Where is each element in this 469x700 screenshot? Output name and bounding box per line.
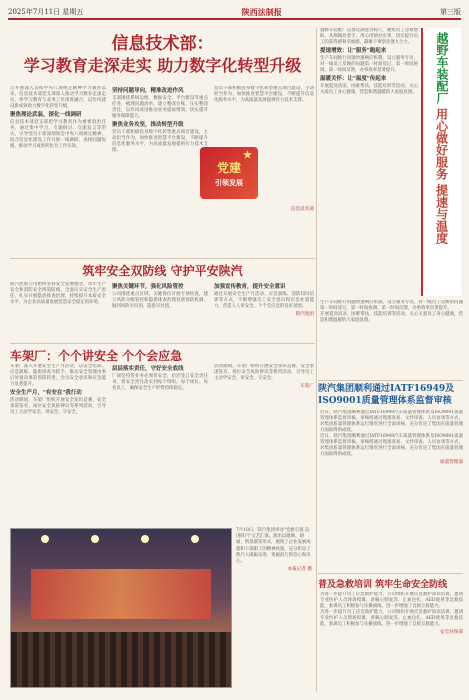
article1-col1 [10,86,106,254]
photo-caption-box [236,528,312,688]
article4-sub1: 提速增效：让"服务"跑起来 [320,48,387,54]
photo-audience [11,632,231,687]
sidebar-title-c: 提速与温度 [434,184,449,244]
edition-label: 第三版 [440,8,461,16]
article3-body2: 厂部坚持管业务必须管安全，层层签订安全责任书，将安全责任落实到每个班组、每个岗位、每名员工，确保安全生产形势持续稳定。 [112,374,208,391]
article1-col3 [214,86,314,146]
article5-body-cont: 近日，陕汽集团顺利通过IATF16949汽车质量管理体系及ISO9001质量管理体系监督审核。审核组通过现场查看、文件审查、人员访谈等方式，对集团质量管理体系运行情况进行全面审核，充分肯定了集团在质量管理方面取得的成效。 [320,434,463,457]
issue-date: 2025年7月11日 星期五 [8,8,84,16]
article2-col2 [112,282,208,342]
article3-col3 [214,364,314,524]
article4-sub2: 温暖关怀：让"温度"传起来 [320,76,387,82]
stage-light [191,535,199,543]
article1-body1: 信息技术部党支部把学习教育作为重要政治任务，通过集中学习、专题研讨、交流发言等形式，引导党员干部深刻领会中央八项规定精神，结合信息化建设工作开展一线调研，查找问题短板，推动学习成果转化为工作实效。 [10,120,106,149]
article1-body2: 支部围绕系统运维、数据安全、平台建设等重点任务，梳理问题清单，建立整改台账，压实整改责任，以作风改进推动业务提质增效，切实提升服务保障能力。 [112,96,208,119]
article4-col [320,28,418,296]
article3-body1: 活动期间，车架厂组织开展安全知识竞赛、安全承诺签名、岗位安全风险辨识等系列活动，引导员工主动学安全、讲安全、守安全。 [10,398,106,415]
article1-body3: 党员干部积极投身数字化转型重点项目建设，主动担当作为，加快推进智慧平台建设，不断提升信息化服务水平，为高质量发展提供有力技术支撑。 [112,130,208,153]
article1-lead: 自开展深入贯彻中央八项规定精神学习教育以来，信息技术部党支部深入推动学习教育走深走实，将学习教育与业务工作深度融合，以作风建设新成效助力数字化转型升级。 [10,86,106,109]
divider [318,380,463,381]
article6-body: 为进一步提升员工应急救护能力，公司组织开展应急救护知识培训，邀请专业医护人员现场授课，讲解心肺复苏、止血包扎、AED使用等急救技能，参训员工积极参与实操演练，进一步增强了自救互救能力。 [320,592,463,609]
photo-stage [31,569,211,619]
article2-sub2: 加强宣传教育，提升安全意识 [214,284,286,290]
article3-credit: 车架厂 [300,384,314,389]
photo-caption: 7月10日，陕汽集团举办"党旗引领 奋进陕汽"文艺汇演。演出以歌舞、朗诵、情景剧等形式，展现了企业发展成就和干部职工的精神风貌，充分彰显了陕汽人砥砺奋进、勇毅前行的信心和决心。 [236,528,311,565]
party-building-badge [200,147,258,199]
divider [316,28,317,692]
paper-name: 陕西法制报 [241,6,282,17]
article6-headline: 普及急救培训 筑牢生命安全防线 [318,580,448,590]
article4-body1: 生产车间推行问题快速响应机制，设立服务专员，对一线员工反映的问题第一时间登记、第一时间协调、第一时间反馈，办事效率显著提升。 [320,56,418,73]
article1-title-line1: 信息技术部： [111,34,214,54]
article1-sub3: 聚焦业务攻坚，推动转型升级 [112,122,184,128]
sidebar-title-a: 越野车装配厂 [435,32,449,104]
article3-body2-cont: 活动期间，车架厂组织开展安全知识竞赛、安全承诺签名、岗位安全风险辨识等系列活动，引导员工主动学安全、讲安全、守安全。 [214,364,314,381]
performance-photo [10,528,232,688]
sidebar-title-bar [421,28,461,296]
sidebar-title-b: 用心做好服务 [434,108,449,180]
stage-light [91,535,99,543]
article2-col3 [214,282,314,342]
article5-body: 近日，陕汽集团顺利通过IATF16949汽车质量管理体系及ISO9001质量管理体系监督审核。审核组通过现场查看、文件审查、人员访谈等方式，对集团质量管理体系运行情况进行全面审核，充分肯定了集团在质量管理方面取得的成效。 [320,410,463,433]
divider [10,258,315,259]
article4-cont [320,300,463,380]
article5-headline: 陕汽集团顺利通过IATF16949及ISO9001质量管理体系监督审核 [318,384,455,406]
badge-line2: 引领发展 [215,177,243,187]
article1-credit: 信息技术部 [291,207,314,212]
article1-body3-cont: 党员干部积极投身数字化转型重点项目建设，主动担当作为，加快推进智慧平台建设，不断提升信息化服务水平，为高质量发展提供有力技术支撑。 [214,86,314,103]
article6-credit: 安全环保部 [440,630,463,635]
article6-col [320,592,463,692]
article2-sub1: 聚焦关键环节，强化风险管控 [112,284,184,290]
article4-lead: 越野车装配厂以群众满意为标尺，聚焦员工急难愁盼，从细微处着手，用心用情办实事，切实提升员工的获得感和幸福感，凝聚干事创业强大合力。 [320,28,418,45]
star-icon: ★ [243,150,252,161]
article1-sub2: 坚持问题导向，精准改进作风 [112,88,184,94]
divider [318,573,463,574]
article1-sub1: 聚焦理论武装，深化一线调研 [10,112,82,118]
article3-col1 [10,364,106,524]
article2-col1 [10,282,106,342]
article5-col [320,410,463,570]
article1-title-line2: 学习教育走深走实 助力数字化转型升级 [23,56,302,75]
article2-credit: 陕汽集团 [295,312,314,317]
article1-col2 [112,86,208,254]
article3-sub1: 安全生产月，"有安在"我行动 [10,390,82,396]
article3-headline: 车架厂：个个讲安全 个个会应急 [10,349,183,363]
masthead [8,6,461,20]
article2-body1: 公司围绕重点区域、关键岗位开展专项检查，建立风险分级管控和隐患排查治理双重预防机制，做到风险早识别、隐患早处置。 [112,292,208,309]
photo-credit: 本报记者 摄 [287,567,312,573]
article5-credit: 质量管理部 [440,460,463,465]
divider [10,343,315,344]
stage-light [141,535,149,543]
article2-headline: 筑牢安全双防线 守护平安陕汽 [82,264,243,278]
stage-light [41,535,49,543]
article4-body2: 开展夏送清凉、困难帮扶、技能培训等活动，关心关爱员工身心健康，营造和谐温暖的大家庭氛围。 [320,84,418,95]
article1-credit-box [262,205,314,215]
article2-lead: 陕汽控股公司始终坚持安全发展理念，筑牢生产安全和消防安全两道防线，全面压实安全生产责任，扎实开展隐患排查治理，持续提升本质安全水平，为企业高质量发展营造安全稳定的环境。 [10,282,106,305]
article3-col2 [112,364,208,524]
article6-body-cont: 为进一步提升员工应急救护能力，公司组织开展应急救护知识培训，邀请专业医护人员现场授课，讲解心肺复苏、止血包扎、AED使用等急救技能，参训员工积极参与实操演练，进一步增强了自救互救能力。 [320,610,463,627]
article1-headline [10,34,315,76]
badge-line1: 党建 [216,160,241,175]
article3-lead: 车架厂深入开展安全生产月活动，以安全培训、应急演练、隐患排查为抓手，推动安全管理由事后处置向事前预防转变，全员安全意识和应急能力显著提升。 [10,364,106,387]
article2-body2: 通过开展安全生产月活动、应急演练、消防知识培训等方式，不断增强员工安全意识和应急处置能力，营造人人讲安全、个个会应急的良好氛围。 [214,292,314,309]
article4-body2-cont2: 开展夏送清凉、困难帮扶、技能培训等活动，关心关爱员工身心健康，营造和谐温暖的大家庭氛围。 [320,312,463,323]
article4-body2-cont: 生产车间推行问题快速响应机制，设立服务专员，对一线员工反映的问题第一时间登记、第一时间协调、第一时间反馈，办事效率显著提升。 [320,300,463,311]
article3-sub2: 层层落实责任，守好安全底线 [112,366,184,372]
